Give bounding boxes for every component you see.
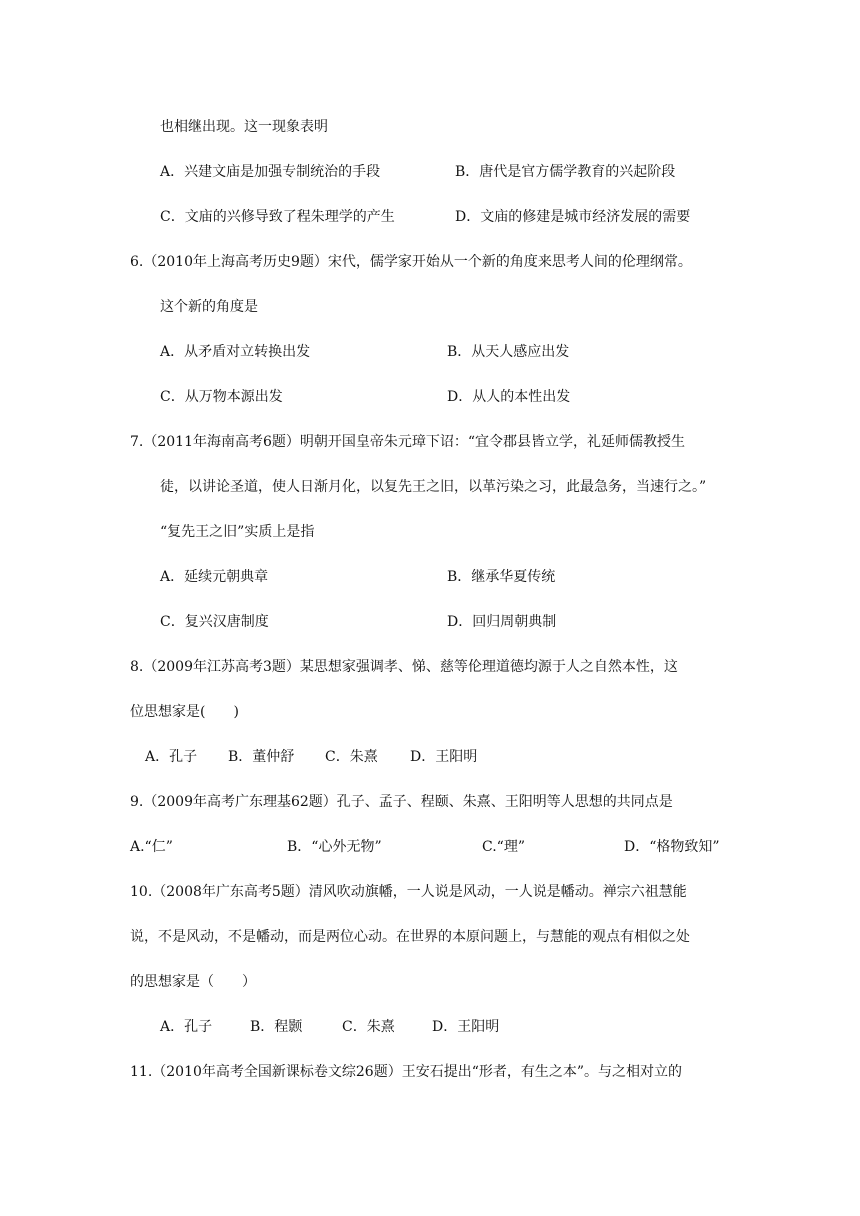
q10-stem-line2: 说，不是风动，不是幡动，而是两位心动。在世界的本原问题上，与慧能的观点有相似之处 xyxy=(130,929,690,945)
q8-option-b: B．董仲舒 xyxy=(228,749,295,765)
q10-option-d: D．王阳明 xyxy=(432,1019,500,1035)
q11-stem-line1: 11.（2010年高考全国新课标卷文综26题）王安石提出“形者，有生之本”。与之相对立的 xyxy=(130,1064,683,1080)
q5-stem-continuation: 也相继出现。这一现象表明 xyxy=(160,119,328,135)
q8-stem-line2: 位思想家是( ) xyxy=(130,704,239,720)
q6-option-b: B．从天人感应出发 xyxy=(447,344,570,360)
q9-option-b: B．“心外无物” xyxy=(287,839,382,855)
q7-option-c: C．复兴汉唐制度 xyxy=(160,614,269,630)
q6-option-a: A．从矛盾对立转换出发 xyxy=(160,344,311,360)
q7-option-b: B．继承华夏传统 xyxy=(447,569,556,585)
q7-stem-line3: “复先王之旧”实质上是指 xyxy=(160,524,315,540)
q5-option-c: C．文庙的兴修导致了程朱理学的产生 xyxy=(160,209,395,225)
q10-option-b: B．程颢 xyxy=(250,1019,303,1035)
q9-option-c: C.“理” xyxy=(482,839,525,855)
q10-option-a: A．孔子 xyxy=(160,1019,213,1035)
q6-option-c: C．从万物本源出发 xyxy=(160,389,283,405)
q8-option-d: D．王阳明 xyxy=(410,749,478,765)
q8-option-a: A．孔子 xyxy=(145,749,198,765)
q5-option-a: A．兴建文庙是加强专制统治的手段 xyxy=(160,164,381,180)
q10-stem-line3: 的思想家是（ ） xyxy=(130,974,256,990)
q8-stem-line1: 8.（2009年江苏高考3题）某思想家强调孝、悌、慈等伦理道德均源于人之自然本性，这 xyxy=(130,659,678,675)
q9-stem-line1: 9.（2009年高考广东理基62题）孔子、孟子、程颐、朱熹、王阳明等人思想的共同点是 xyxy=(130,794,673,810)
q6-stem-line2: 这个新的角度是 xyxy=(160,299,258,315)
q9-option-d: D．“格物致知” xyxy=(624,839,720,855)
q8-option-c: C．朱熹 xyxy=(325,749,378,765)
q7-option-d: D．回归周朝典制 xyxy=(447,614,557,630)
q7-stem-line2: 徒，以讲论圣道，使人日渐月化，以复先王之旧，以革污染之习，此最急务，当速行之。” xyxy=(160,479,707,495)
q9-option-a: A.“仁” xyxy=(130,839,173,855)
q7-option-a: A．延续元朝典章 xyxy=(160,569,269,585)
q6-stem-line1: 6.（2010年上海高考历史9题）宋代，儒学家开始从一个新的角度来思考人间的伦理纲常。 xyxy=(130,254,692,270)
q5-option-b: B．唐代是官方儒学教育的兴起阶段 xyxy=(455,164,676,180)
q10-option-c: C．朱熹 xyxy=(342,1019,395,1035)
q10-stem-line1: 10.（2008年广东高考5题）清风吹动旗幡，一人说是风动，一人说是幡动。禅宗六祖慧能 xyxy=(130,884,687,900)
q6-option-d: D．从人的本性出发 xyxy=(447,389,571,405)
q7-stem-line1: 7.（2011年海南高考6题）明朝开国皇帝朱元璋下诏：“宜令郡县皆立学，礼延师儒教授生 xyxy=(130,434,686,450)
q5-option-d: D．文庙的修建是城市经济发展的需要 xyxy=(455,209,691,225)
